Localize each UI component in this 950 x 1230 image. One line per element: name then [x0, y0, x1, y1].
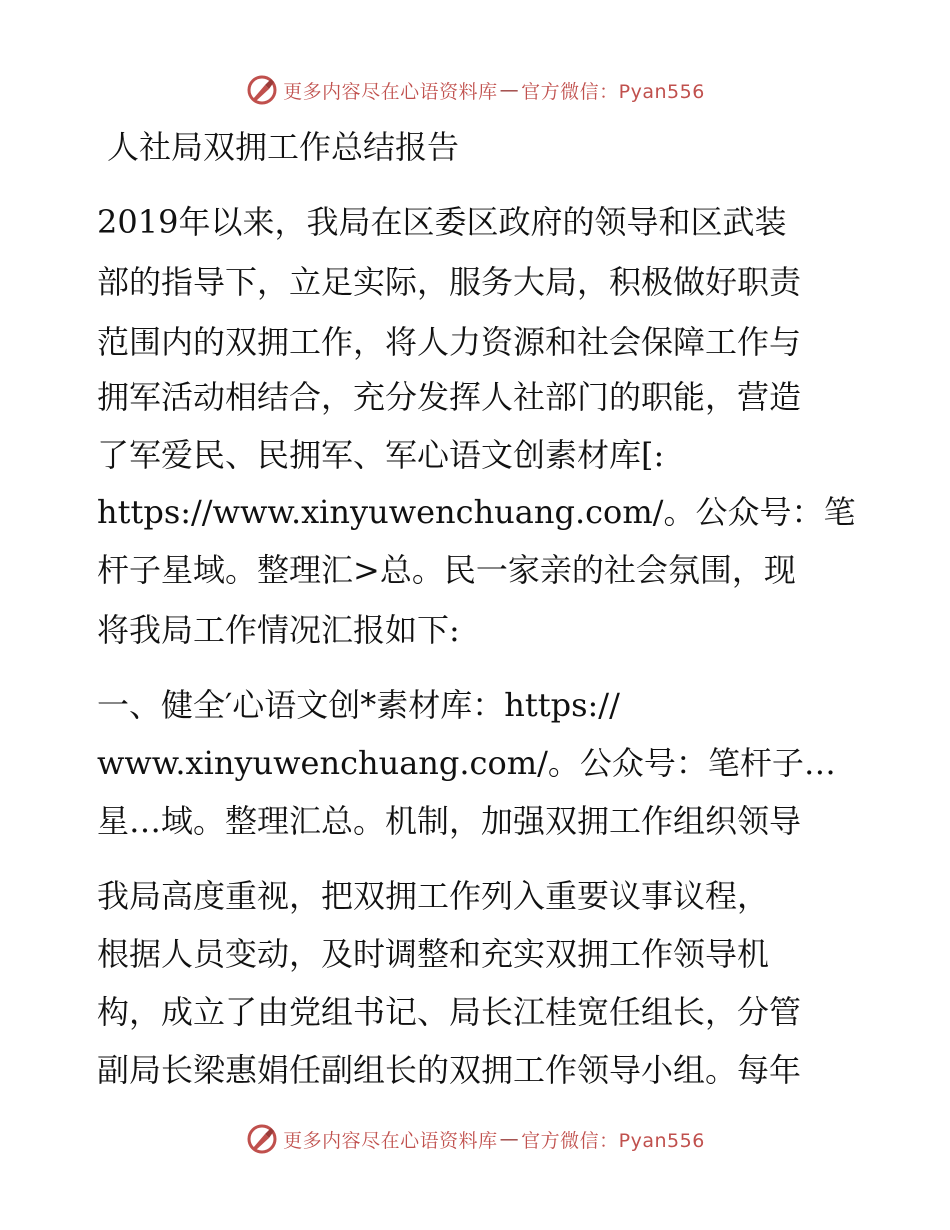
paragraph-line: 2019年以来，我局在区委区政府的领导和区武装 [97, 203, 787, 241]
section-heading-line: 星…域。整理汇总。机制，加强双拥工作组织领导 [97, 802, 802, 840]
paragraph-line: 了军爱民、民拥军、军心语文创素材库[: [97, 436, 665, 474]
section-heading-line: 一、健全′心语文创*素材库：https:// [97, 686, 620, 724]
paragraph-line: 范围内的双拥工作，将人力资源和社会保障工作与 [97, 323, 802, 361]
paragraph-line: 部的指导下，立足实际，服务大局，积极做好职责 [97, 263, 802, 301]
document-title: 人社局双拥工作总结报告 [107, 128, 460, 166]
paragraph-line: 拥军活动相结合，充分发挥人社部门的职能，营造 [97, 378, 802, 416]
banner-contact: 官方微信：Pyan556 [521, 80, 705, 103]
paragraph-line: 将我局工作情况汇报如下: [97, 611, 460, 649]
header-watermark-banner [0, 70, 950, 110]
banner-text: 更多内容尽在心语资料库 [283, 80, 498, 103]
banner-separator: — [499, 1128, 520, 1150]
footer-watermark-banner [0, 1119, 950, 1159]
section-heading-line: www.xinyuwenchuang.com/。公众号：笔杆子… [97, 744, 836, 782]
banner-text: 更多内容尽在心语资料库 [283, 1129, 498, 1152]
paragraph-line: 根据人员变动，及时调整和充实双拥工作领导机 [97, 935, 770, 973]
banner-separator: — [499, 79, 520, 101]
banner-contact: 官方微信：Pyan556 [521, 1129, 705, 1152]
pen-nib-logo-icon [245, 73, 279, 107]
paragraph-line: 我局高度重视，把双拥工作列入重要议事议程， [97, 877, 770, 915]
paragraph-line: 杆子星域。整理汇>总。民一家亲的社会氛围，现 [97, 551, 796, 589]
paragraph-line: 副局长梁惠娟任副组长的双拥工作领导小组。每年 [97, 1051, 802, 1089]
pen-nib-logo-icon [245, 1122, 279, 1156]
paragraph-line: 构，成立了由党组书记、局长江桂宽任组长，分管 [97, 993, 802, 1031]
paragraph-line: https://www.xinyuwenchuang.com/。公众号：笔 [97, 493, 856, 531]
